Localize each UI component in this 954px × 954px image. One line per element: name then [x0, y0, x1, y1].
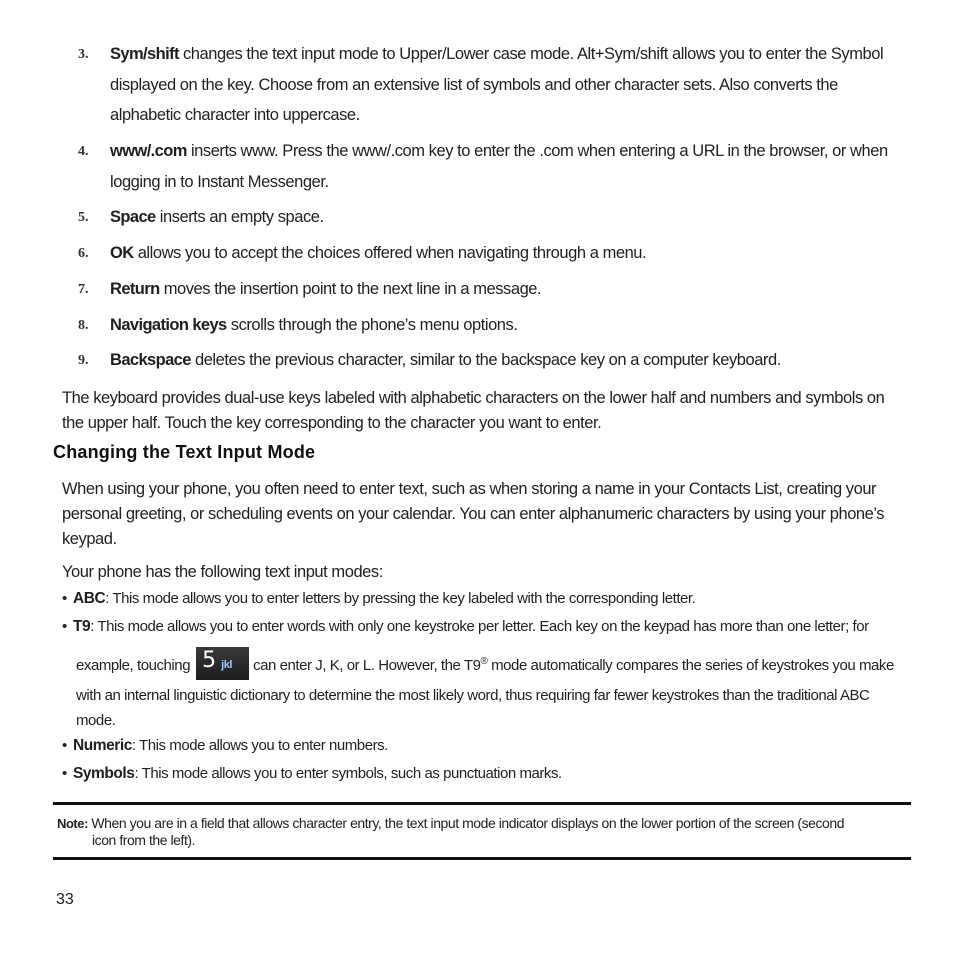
bullet-numeric — [62, 737, 912, 755]
bullet-text: example, touching — [76, 657, 191, 674]
bullet-abc — [62, 590, 912, 608]
item-text — [110, 136, 910, 197]
keyboard-paragraph: The keyboard provides dual-use keys labeled with alphabetic characters on the lower half and numbers and symbols on the upper half. Touch the key corresponding to the character you want to enter. — [62, 389, 885, 432]
item-text — [110, 274, 910, 305]
key-digit: 5 — [202, 647, 216, 673]
bullet-term: Numeric — [73, 737, 132, 754]
note-text-continued: icon from the left). — [92, 832, 196, 848]
section-heading: Changing the Text Input Mode — [53, 442, 316, 462]
item-number: 8. — [78, 318, 89, 333]
registered-mark: ® — [480, 656, 488, 667]
item-term: Navigation keys — [110, 316, 227, 334]
item-term: Sym/shift — [110, 45, 179, 63]
item-description: allows you to accept the choices offered when navigating through a menu. — [133, 244, 647, 262]
item-term: Return — [110, 280, 160, 298]
modes-intro: Your phone has the following text input modes: — [62, 563, 383, 581]
item-number: 6. — [78, 246, 89, 261]
item-description: deletes the previous character, similar to the backspace key on a computer keyboard. — [190, 351, 781, 369]
bullet-t9 — [62, 618, 912, 636]
key-letters: jkl — [221, 658, 232, 671]
bullet-dot: • — [62, 618, 67, 635]
item-description: moves the insertion point to the next line in a message. — [159, 280, 542, 298]
bullet-text: can enter J, K, or L. However, the T9 — [253, 657, 481, 674]
item-number: 3. — [78, 47, 89, 62]
note-box — [57, 815, 912, 849]
item-term: OK — [110, 244, 134, 262]
page-number: 33 — [56, 891, 74, 908]
note-text: When you are in a field that allows character entry, the text input mode indicator displays on the lower portion of the screen (second — [87, 815, 845, 831]
bullet-term: Symbols — [73, 765, 135, 782]
bullet-term: ABC — [73, 590, 106, 607]
bullet-text: mode automatically compares the series of keystrokes you make with an internal linguistic dictionary to determine the most likely word, thus requiring far fewer keystrokes than the traditional ABC mode. — [76, 657, 894, 729]
bullet-dot: • — [62, 765, 67, 782]
item-text — [110, 345, 910, 376]
note-bottom-rule — [53, 857, 911, 860]
keypad-5-key-image — [196, 647, 249, 680]
bullet-text: : This mode allows you to enter words with only one keystroke per letter. Each key on the keypad has more than one letter; for — [90, 618, 869, 635]
item-description: scrolls through the phone’s menu options. — [226, 316, 518, 334]
bullet-text: : This mode allows you to enter symbols, such as punctuation marks. — [134, 765, 562, 782]
item-text — [110, 39, 910, 131]
bullet-dot: • — [62, 590, 67, 607]
note-top-rule — [53, 802, 911, 805]
item-term: www/.com — [110, 142, 187, 160]
item-text — [110, 310, 910, 341]
item-number: 5. — [78, 210, 89, 225]
bullet-t9-continued — [76, 649, 912, 733]
item-description: inserts an empty space. — [155, 208, 324, 226]
bullet-symbols — [62, 765, 912, 783]
item-number: 7. — [78, 282, 89, 297]
item-description: changes the text input mode to Upper/Lower case mode. Alt+Sym/shift allows you to enter the Symbol displayed on the key. Choose from an extensive list of symbols and other character sets. Also converts the alphabetic character into uppercase. — [110, 45, 884, 124]
item-description: inserts www. Press the www/.com key to enter the .com when entering a URL in the browser, or when logging in to Instant Messenger. — [110, 142, 888, 191]
bullet-text: : This mode allows you to enter numbers. — [131, 737, 388, 754]
item-text — [110, 202, 910, 233]
item-number: 4. — [78, 144, 89, 159]
bullet-term: T9 — [73, 618, 91, 635]
item-term: Backspace — [110, 351, 191, 369]
item-number: 9. — [78, 353, 89, 368]
note-label: Note: — [57, 816, 88, 831]
intro-paragraph: When using your phone, you often need to enter text, such as when storing a name in your Contacts List, creating your personal greeting, or scheduling events on your calendar. You can enter alphanumeric characters by using your phone’s keypad. — [62, 480, 885, 548]
item-text — [110, 238, 910, 269]
bullet-dot: • — [62, 737, 67, 754]
item-term: Space — [110, 208, 156, 226]
bullet-text: : This mode allows you to enter letters by pressing the key labeled with the corresponding letter. — [105, 590, 696, 607]
